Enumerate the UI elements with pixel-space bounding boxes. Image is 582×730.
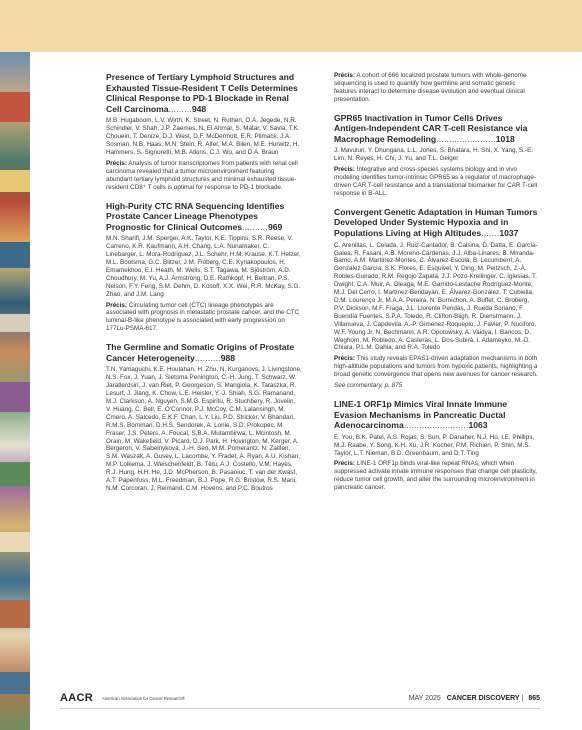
top-color-band <box>0 0 582 52</box>
article-authors: C. Arenillas, L. Celada, J. Ruiz-Cantador, B. Calsina, D. Datta, E. García-Galea, R. Fasani, A.B. Moreno-Cárdenas, J.J. Alba-Linares, B. Miranda-Barrio, A.M. Martínez-Montes, C. Álvarez-Escolá, B. Lecumberri, A. González García, S.K. Flores, E. Esquivel, Y. Ding, M. Peitzsch, J.-Á. Robles-Guirado, R.M. Regojo Zapata, J.J. Pozo-Kreilinger, C. Iglesias, T. Dwight, C.A. Muir, A. Oleaga, M.E. Garrido-Lestache Rodríguez-Monte, M.J. Del Cerro, I. Martínez-Bendayán, E. Álvarez-González, T. Cubiella, D.M. Lourenço Jr, M.A.A. Pereira, N. Burnichon, A. Buffet, C. Broberg, P.V. Dickson, M.F. Fraga, J.L. Llorente Pendás, J. Rueda Soriano, F. Buendía Fuentes, S.P.A. Toledo, R. Clifton-Bligh, R. Dienstmann, J. Villanueva, J. Capdevila, A.-P. Gimenez-Roqueplo, J. Favier, P. Nuciforo, W.F. Young Jr, N. Bechmann, A.R. Opotowsky, A. Vaidya, I. Bancos, D. Weghorn, M. Robledo, A. Casteràs, L. Dos-Subirà, I. Adameyko, M.-D. Chiara, P.L.M. Dahia, and R.A. Toledo <box>334 241 538 352</box>
article-authors: T.N. Yamaguchi, K.E. Houlahan, H. Zhu, N. Kurganovs, J. Livingstone, N.S. Fox, J. Yuan, J. Sietsma Penington, C.-H. Jung, T. Schwarz, W. Jaratlerdsiri, J. van Riet, P. Georgeson, S. Mangiola, K. Taraszka, R. Lesurf, J. Jiang, K. Chow, L.E. Heisler, Y.-J. Shiah, S.G. Ramanand, M.J. Clarkson, A. Nguyen, S.M.G. Espiritu, R. Stuchbery, R. Jovelin, V. Huang, C. Bell, E. O'Connor, P.J. McCoy, C.M. Lalansingh, M. Cmero, A. Salcedo, E.K.F. Chan, L.Y. Liu, P.D. Stricker, V. Bhandari, R.M.S. Bornman, D.H.S. Sendorek, A. Lonie, S.D. Prokopec, M. Fraser, J.S. Peters, A. Foucal, S.B.A. Mutambirwa, L. Mcintosh, M. Orain, M. Wakefield, V. Picard, D.J. Park, H. Hovington, M. Kerger, A. Bergeron, V. Sabelnykova, J.-H. Seo, M.M. Pomerantz, N. Zaitlen, S.M. Waszak, A. Gusev, L. Lacombe, Y. Fradet, A. Ryan, A.U. Kishan, M.P. Lolkema, J. Weischenfeldt, B. Têtu, A.J. Costello, V.M. Hayes, R.J. Hung, H.H. He, J.D. McPherson, B. Pasaniuc, T. van der Kwast, A.T. Papenfuss, M.L. Freedman, B.J. Pope, R.G. Bristow, R.S. Mani, N.M. Corcoran, J. Reimand, C.M. Hovens, and P.C. Boutros <box>106 366 302 492</box>
article-precis: Précis: LINE-1 ORF1p binds viral-like repeat RNAs, which when suppressed activate innate immune responses that change cell plasticity, reduce tumor cell growth, and alter the surrounding microenvironment in pancreatic cancer. <box>334 460 537 492</box>
left-column <box>106 72 302 496</box>
article-precis: Précis: Integrative and cross-species systems biology and in vivo modeling identifies tumor-intrinsic GPR65 as a regulator of macrophage-driven CAR T-cell resistance and a translational biomarker for CAR T-cell response in B-ALL. <box>334 166 538 197</box>
logo-tagline: American Association for Cancer Research® <box>102 696 185 701</box>
footer-issue-info <box>409 695 540 702</box>
article-precis: Précis: This study reveals EPAS1-driven adaptation mechanisms in both high-altitude populations and tumors from hypoxic patients, highlighting a broad genetic convergence that opens new avenues for cancer research. <box>334 355 538 379</box>
article-title[interactable]: High-Purity CTC RNA Sequencing Identifies Prostate Cancer Lineage Phenotypes Prognostic for Clinical Outcomes..........969 <box>106 200 285 232</box>
aacr-logo-text: AACR <box>60 692 93 704</box>
footer-separator: | <box>521 695 524 702</box>
article-precis: Précis: Analysis of tumor transcriptomes from patients with renal cell carcinoma revealed that a tumor microenvironment featuring abundant tertiary lymphoid structures and minimal exhausted tissue-resident CD8⁺ T cells is optimal for response to PD-1 blockade. <box>106 159 298 191</box>
footer-rule <box>60 708 540 709</box>
article-title[interactable]: Convergent Genetic Adaptation in Human Tumors Developed Under Systemic Hypoxia and in Populations Living at High Altitudes.......1037 <box>334 206 538 239</box>
aacr-logo <box>60 692 93 704</box>
page-number: 865 <box>528 695 540 702</box>
article-precis: Précis: A cohort of 666 localized prostate tumors with whole-genome sequencing is used to quantify how germline and somatic genetic features interact to determine disease evolution and eventual clinical presentation. <box>334 72 527 103</box>
article-title[interactable]: The Germline and Somatic Origins of Prostate Cancer Heterogeneity..........988 <box>106 342 295 363</box>
issue-date: MAY 2025 <box>408 695 441 702</box>
article-precis: Précis: Circulating tumor cell (CTC) lineage phenotypes are associated with prognosis in metastatic prostate cancer, and the CTC luminal-B-like phenotype is associated with early progression on 177Lu-PSMA-617. <box>106 301 300 333</box>
article-title[interactable]: LINE-1 ORF1p Mimics Viral Innate Immune Evasion Mechanisms in Pancreatic Ductal Adenocarcinoma.........................1063 <box>334 398 508 431</box>
article-authors: E. You, B.K. Patel, A.S. Rojas, S. Sun, P. Danaher, N.J. Ho, I.E. Phillips, M.J. Raabe, Y. Song, K.H. Xu, J.R. Kocher, P.M. Richieri, P. Shin, M.S. Taylor, L.T. Nieman, B.D. Greenbaum, and D.T. Ting <box>334 433 535 457</box>
see-commentary-link[interactable]: See commentary, p. 875 <box>334 382 403 390</box>
page-footer <box>60 692 540 706</box>
article-title[interactable]: Presence of Tertiary Lymphoid Structures and Exhausted Tissue-Resident T Cells Determines Clinical Response to PD-1 Blockade in Renal Cell Carcinoma.........948 <box>106 72 298 114</box>
article-title[interactable]: GPR65 Inactivation in Tumor Cells Drives Antigen-Independent CAR T-cell Resistance via Macrophage Remodeling.......................1018 <box>334 112 528 144</box>
article-authors: M.B. Hugaboom, L.V. Wirth, K. Street, N. Ruthen, O.A. Jegede, N.R. Schindler, V. Shah, J.P. Zaemes, N. El Ahmar, S. Matar, V. Savla, T.K. Choueiri, T. Denize, D.J. West, D.F. McDermott, E.R. Plimack, J.A. Sosman, N.B. Haas, M.N. Stein, R. Alter, M.A. Bilen, M.E. Hurwitz, H. Hammers, S. Signoretti, M.B. Atkins, C.J. Wu, and D.A. Braun <box>106 117 300 156</box>
decorative-image-strip <box>0 52 30 730</box>
right-column <box>334 72 538 501</box>
article-authors: M.N. Sharifi, J.M. Sperger, A.K. Taylor, K.E. Tippins, S.R. Reese, V. Carreno, K.R. Kaufmann, A.H. Chang, L.A. Nunamaker, C. Linebarger, L. Mora-Rodriguez, J.L. Schehr, H.M. Krause, K.T. Helzer, M.L. Bootsma, G.C. Blitzer, J.M. Floberg, C.E. Kyriakopoulos, H. Emamekhoo, E.I. Heath, M. Wells, S.T. Tagawa, M. Sjöström, A.D. Choudhury, M. Yu, A.J. Armstrong, D.E. Rathkopf, H. Beltran, P.S. Nelson, F.Y. Feng, S.M. Dehm, D. Kosoff, X.X. Wei, R.R. McKay, S.G. Zhao, and J.M. Lang <box>106 235 301 298</box>
journal-name: CANCER DISCOVERY <box>446 695 520 702</box>
article-authors: J. Mavuluri, Y. Dhungana, L.L. Jones, S. Bhatara, H. Shi, X. Yang, S.-E. Lim, N. Reyes, H. Chi, J. Yu, and T.L. Geiger <box>334 147 534 163</box>
